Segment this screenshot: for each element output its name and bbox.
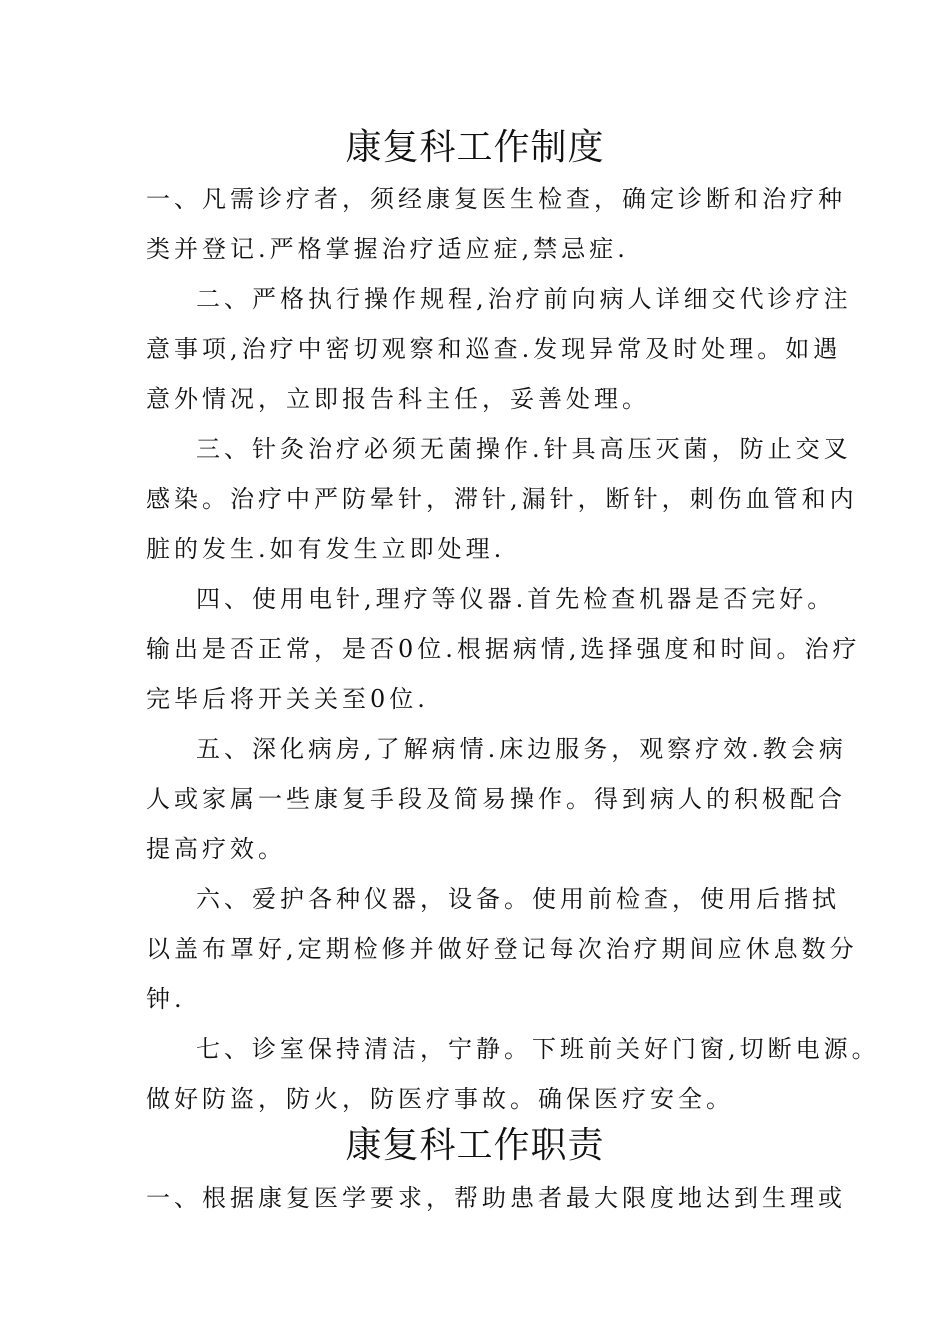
paragraph-line: 脏的发生.如有发生立即处理. [146, 535, 506, 563]
paragraph-line: 五、深化病房,了解病情.床边服务，观察疗效.教会病 [196, 735, 847, 763]
paragraph-line: 提高疗效。 [146, 835, 286, 863]
paragraph-line: 意事项,治疗中密切观察和巡查.发现异常及时处理。如遇 [146, 335, 842, 363]
paragraph-line: 完毕后将开关关至0位. [146, 685, 429, 713]
section-title-work-duties: 康复科工作职责 [345, 1125, 605, 1166]
paragraph-line: 类并登记.严格掌握治疗适应症,禁忌症. [146, 235, 629, 263]
paragraph-line: 四、使用电针,理疗等仪器.首先检查机器是否完好。 [196, 585, 836, 613]
paragraph-line: 一、根据康复医学要求，帮助患者最大限度地达到生理或 [146, 1184, 846, 1212]
paragraph-line: 意外情况，立即报告科主任，妥善处理。 [146, 385, 650, 413]
paragraph-line: 六、爱护各种仪器，设备。使用前检查，使用后揩拭 [196, 885, 840, 913]
paragraph-line: 做好防盗，防火，防医疗事故。确保医疗安全。 [146, 1085, 734, 1113]
paragraph-line: 钟. [146, 985, 186, 1013]
paragraph-line: 以盖布罩好,定期检修并做好登记每次治疗期间应休息数分 [146, 935, 858, 963]
paragraph-line: 感染。治疗中严防晕针，滞针,漏针，断针，刺伤血管和内 [146, 485, 858, 513]
paragraph-line: 三、针灸治疗必须无菌操作.针具高压灭菌，防止交叉 [196, 435, 852, 463]
section-title-work-system: 康复科工作制度 [345, 127, 605, 168]
paragraph-line: 输出是否正常，是否0位.根据病情,选择强度和时间。治疗 [146, 635, 861, 663]
paragraph-line: 七、诊室保持清洁，宁静。下班前关好门窗,切断电源。 [196, 1035, 880, 1063]
paragraph-line: 二、严格执行操作规程,治疗前向病人详细交代诊疗注 [196, 285, 852, 313]
paragraph-line: 一、凡需诊疗者，须经康复医生检查，确定诊断和治疗种 [146, 185, 846, 213]
paragraph-line: 人或家属一些康复手段及简易操作。得到病人的积极配合 [146, 785, 846, 813]
